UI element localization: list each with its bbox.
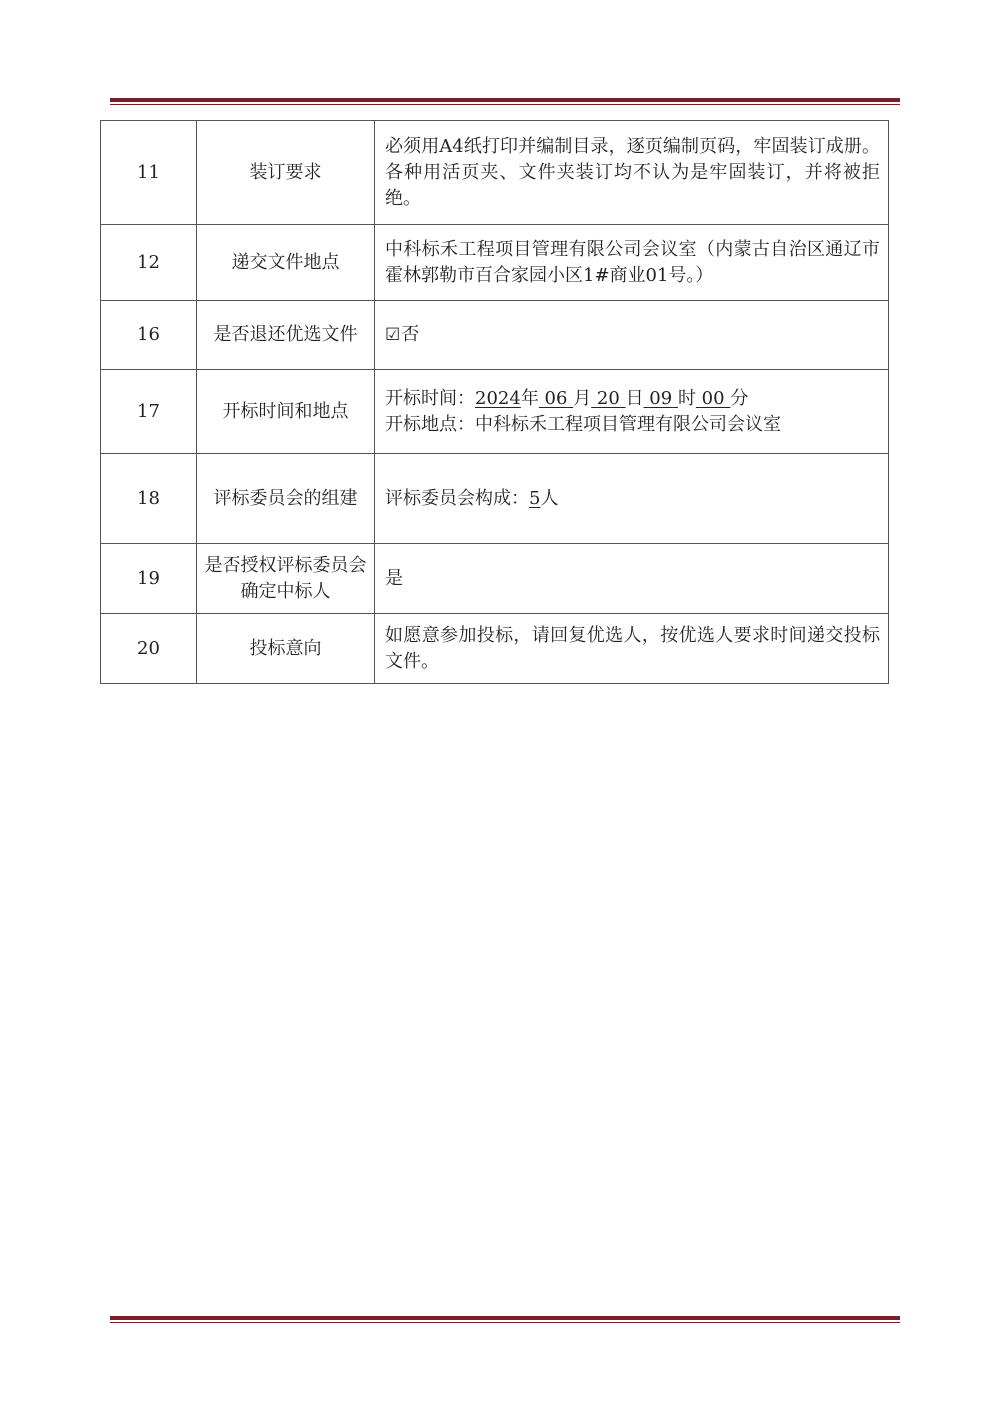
minute-unit: 分 [730,387,749,409]
month-unit: 月 [573,387,592,409]
row-item: 装订要求 [197,121,375,225]
row-item: 投标意向 [197,614,375,684]
table-row [101,370,889,454]
header-rule [110,98,900,105]
committee-label: 评标委员会构成： [385,487,529,509]
row-item: 是否退还优选文件 [197,301,375,370]
bid-info-table [100,120,889,684]
opening-month: 06 [544,387,568,409]
row-number: 17 [101,370,197,454]
table-row [101,225,889,301]
opening-place-line [385,412,880,438]
row-content: 如愿意参加投标，请回复优选人，按优选人要求时间递交投标文件。 [375,614,889,684]
row-number: 18 [101,454,197,544]
row-number: 16 [101,301,197,370]
row-number: 12 [101,225,197,301]
row-number: 11 [101,121,197,225]
row-content: 是 [375,544,889,614]
opening-place: 中科标禾工程项目管理有限公司会议室 [475,413,781,435]
row-item: 开标时间和地点 [197,370,375,454]
row-item: 是否授权评标委员会确定中标人 [197,544,375,614]
footer-rule [110,1316,900,1323]
row-content: 必须用A4纸打印并编制目录，逐页编制页码，牢固装订成册。各种用活页夹、文件夹装订均不认为是牢固装订，并将被拒绝。 [375,121,889,225]
year-unit: 年 [520,387,539,409]
checkbox-checked-icon: ☑ [385,325,401,345]
row-content [375,454,889,544]
row-content [375,301,889,370]
opening-time-line [385,386,880,412]
row-content-value: 否 [401,324,420,345]
row-content: 中科标禾工程项目管理有限公司会议室（内蒙古自治区通辽市霍林郭勒市百合家园小区1#商业01号。） [375,225,889,301]
table-row [101,614,889,684]
row-content [375,370,889,454]
hour-unit: 时 [677,387,696,409]
row-item: 评标委员会的组建 [197,454,375,544]
table-row [101,544,889,614]
day-unit: 日 [625,387,644,409]
opening-minute: 00 [701,387,725,409]
table-row [101,301,889,370]
row-number: 20 [101,614,197,684]
table-row [101,454,889,544]
opening-hour: 09 [649,387,673,409]
opening-place-label: 开标地点： [385,413,475,435]
committee-count: 5 [529,487,541,509]
table-row [101,121,889,225]
opening-year: 2024 [475,387,521,409]
opening-time-label: 开标时间： [385,387,475,409]
opening-day: 20 [596,387,620,409]
row-number: 19 [101,544,197,614]
row-item: 递交文件地点 [197,225,375,301]
committee-unit: 人 [540,487,559,509]
